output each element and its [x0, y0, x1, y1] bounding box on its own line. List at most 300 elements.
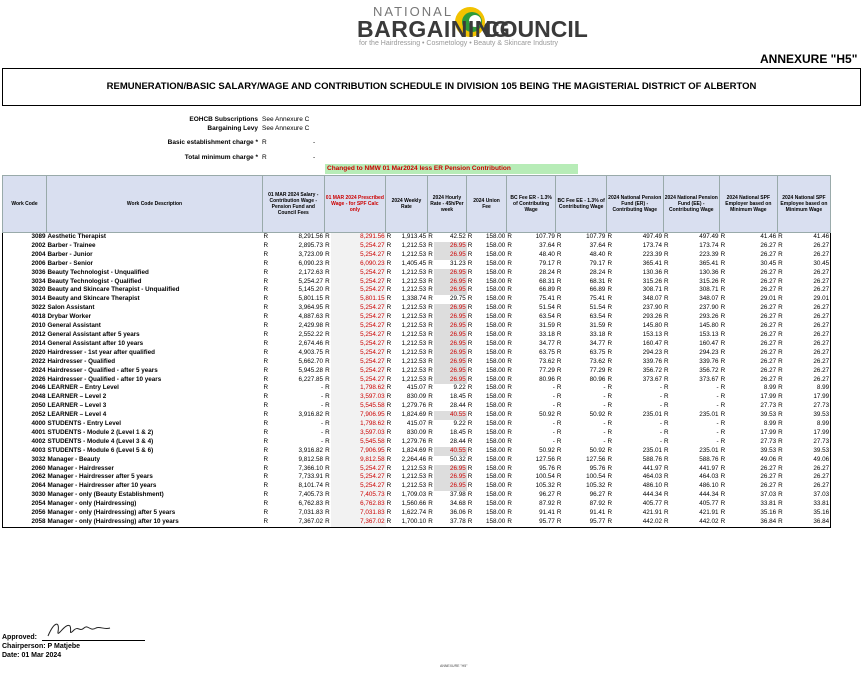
pension-er-cell: -	[659, 437, 662, 445]
currency-symbol: R	[386, 295, 392, 303]
work-code: 2006	[31, 259, 46, 267]
weekly-rate-cell: 1,700.10	[401, 518, 427, 525]
currency-symbol: R	[325, 259, 330, 267]
work-description: LEARNER – Level 2	[47, 393, 107, 401]
work-description: Beauty Technologist - Unqualified	[47, 268, 149, 276]
currency-symbol: R	[386, 437, 392, 445]
spf-employee-cell: 33.81	[813, 500, 830, 508]
hourly-rate-cell: 26.95	[434, 278, 467, 287]
currency-symbol: R	[467, 473, 473, 481]
table-row	[3, 447, 831, 456]
currency-symbol: R	[720, 428, 726, 436]
pension-ee-cell: -	[716, 428, 719, 436]
bc-fee-ee-cell: 127.56	[586, 455, 606, 463]
bc-fee-ee-cell: 68.31	[589, 277, 606, 285]
currency-symbol: R	[263, 259, 269, 267]
pension-er-cell: 486.10	[642, 482, 662, 490]
chairperson-label: Chairperson: P Matjebe	[2, 643, 81, 650]
salary-cell: 6,762.83	[298, 500, 324, 508]
currency-symbol: R	[778, 322, 783, 330]
currency-symbol: R	[556, 366, 562, 374]
currency-symbol: R	[664, 277, 669, 285]
prescribed-wage-cell: 1,798.62	[331, 420, 386, 429]
bc-fee-ee-cell: 66.89	[589, 286, 606, 294]
pension-ee-cell: 237.90	[699, 304, 719, 312]
currency-symbol: R	[507, 411, 512, 419]
work-code: 4002	[31, 437, 46, 445]
work-code: 2056	[31, 509, 46, 517]
salary-cell: -	[320, 420, 324, 428]
currency-symbol: R	[428, 420, 433, 428]
col-header: BC Fee ER - 1.3% of Contributing Wage	[506, 176, 556, 233]
pension-er-cell: 497.49	[642, 233, 662, 240]
currency-symbol: R	[428, 482, 433, 490]
spf-employee-cell: 26.27	[813, 241, 830, 249]
work-description: Hairdresser - Qualified	[47, 357, 116, 365]
currency-symbol: R	[467, 348, 473, 356]
pension-ee-cell: 293.26	[699, 313, 719, 321]
currency-symbol: R	[720, 286, 726, 294]
currency-symbol: R	[386, 286, 392, 294]
bc-fee-er-cell: 37.64	[539, 241, 555, 249]
table-row	[3, 242, 831, 251]
bc-fee-er-cell: 87.92	[539, 500, 555, 508]
spf-employer-cell: 37.03	[760, 491, 777, 499]
currency-symbol: R	[263, 420, 269, 428]
work-code: 3032	[31, 455, 46, 463]
weekly-rate-cell: 1,212.53	[401, 250, 427, 258]
currency-symbol: R	[263, 384, 269, 392]
currency-symbol: R	[467, 509, 473, 517]
bc-fee-ee-cell: 33.18	[589, 330, 606, 338]
work-description: Hairdresser - Qualified - after 10 years	[47, 375, 162, 383]
prescribed-wage-cell: 5,254.27	[331, 482, 386, 491]
weekly-rate-cell: 1,212.53	[401, 375, 427, 383]
currency-symbol: R	[428, 437, 433, 445]
bc-fee-er-cell: 100.54	[535, 473, 555, 481]
currency-symbol: R	[720, 384, 726, 392]
spf-employee-cell: 26.27	[813, 286, 830, 294]
bc-fee-er-cell: 31.59	[539, 322, 555, 330]
currency-symbol: R	[263, 295, 269, 303]
currency-symbol: R	[607, 357, 612, 365]
bc-fee-er-cell: 127.56	[535, 455, 555, 463]
currency-symbol: R	[720, 455, 726, 463]
currency-symbol: R	[720, 509, 726, 517]
prescribed-wage-cell: 5,254.27	[331, 349, 386, 358]
currency-symbol: R	[386, 366, 392, 374]
currency-symbol: R	[778, 241, 783, 249]
currency-symbol: R	[325, 500, 330, 508]
pension-er-cell: 235.01	[642, 411, 662, 419]
union-fee-cell: 158.00	[486, 455, 506, 463]
bc-fee-ee-cell: 91.41	[589, 509, 606, 517]
spf-employer-cell: 49.06	[760, 455, 777, 463]
prescribed-wage-cell: 5,545.58	[331, 438, 386, 447]
currency-symbol: R	[507, 330, 512, 338]
currency-symbol: R	[607, 259, 612, 267]
pension-ee-cell: 497.49	[699, 233, 719, 240]
spf-employee-cell: 27.73	[813, 437, 830, 445]
currency-symbol: R	[428, 464, 433, 472]
currency-symbol: R	[507, 366, 512, 374]
salary-cell: 6,090.23	[298, 259, 324, 267]
union-fee-cell: 158.00	[486, 437, 506, 445]
currency-symbol: R	[778, 250, 783, 258]
currency-symbol: R	[720, 411, 726, 419]
currency-symbol: R	[556, 250, 562, 258]
weekly-rate-cell: 1,824.69	[401, 411, 427, 419]
currency-symbol: R	[386, 339, 392, 347]
hourly-rate-cell: 18.45	[449, 393, 466, 401]
currency-symbol: R	[607, 384, 612, 392]
info-value: See Annexure C	[262, 125, 310, 132]
work-code: 2022	[31, 357, 46, 365]
currency-symbol: R	[720, 322, 726, 330]
currency-symbol: R	[263, 322, 269, 330]
currency-symbol: R	[263, 277, 269, 285]
currency-symbol: R	[325, 339, 330, 347]
union-fee-cell: 158.00	[486, 277, 506, 285]
work-description: STUDENTS - Module 4 (Level 3 & 4)	[47, 437, 154, 445]
currency-symbol: R	[507, 277, 512, 285]
currency-symbol: R	[607, 491, 612, 499]
currency-symbol: R	[720, 402, 726, 410]
currency-symbol: R	[778, 304, 783, 312]
currency-symbol: R	[720, 339, 726, 347]
pension-ee-cell: 294.23	[699, 348, 719, 356]
currency-symbol: R	[263, 491, 269, 499]
currency-symbol: R	[556, 455, 562, 463]
currency-symbol: R	[263, 241, 269, 249]
bc-fee-ee-cell: -	[603, 437, 606, 445]
currency-symbol: R	[720, 473, 726, 481]
currency-symbol: R	[556, 393, 562, 401]
table-row	[3, 331, 831, 340]
pension-er-cell: 348.07	[642, 295, 662, 303]
prescribed-wage-cell: 8,291.56	[331, 233, 386, 242]
pension-er-cell: 223.39	[642, 250, 662, 258]
currency-symbol: R	[720, 241, 726, 249]
currency-symbol: R	[556, 295, 562, 303]
spf-employee-cell: 26.27	[813, 250, 830, 258]
currency-symbol: R	[607, 446, 612, 454]
pension-er-cell: 315.26	[642, 277, 662, 285]
prescribed-wage-cell: 9,812.58	[331, 456, 386, 465]
prescribed-wage-cell: 7,367.02	[331, 518, 386, 527]
bc-fee-er-cell: -	[552, 393, 555, 401]
currency-symbol: R	[467, 357, 473, 365]
spf-employer-cell: 39.53	[760, 411, 777, 419]
salary-cell: 2,429.98	[298, 322, 324, 330]
currency-symbol: R	[325, 464, 330, 472]
pension-er-cell: -	[659, 428, 662, 436]
currency-symbol: R	[263, 357, 269, 365]
table-row	[3, 367, 831, 376]
approved-label: Approved:	[2, 634, 37, 641]
spf-employee-cell: 36.84	[813, 518, 830, 525]
bc-fee-ee-cell: 34.77	[589, 339, 606, 347]
union-fee-cell: 158.00	[486, 473, 506, 481]
currency-symbol: R	[778, 428, 783, 436]
currency-symbol: R	[428, 233, 433, 240]
currency-symbol: R	[556, 411, 562, 419]
table-row	[3, 509, 831, 518]
work-description: Manager - only (Beauty Establishment)	[47, 491, 164, 499]
currency-symbol: R	[386, 322, 392, 330]
currency-symbol: R	[386, 428, 392, 436]
currency-symbol: R	[507, 375, 512, 383]
currency-symbol: R	[428, 393, 433, 401]
spf-employee-cell: 26.27	[813, 348, 830, 356]
work-code: 4003	[31, 446, 46, 454]
work-code: 2026	[31, 375, 46, 383]
currency-symbol: R	[720, 518, 726, 525]
bc-fee-ee-cell: 79.17	[589, 259, 606, 267]
currency-symbol: R	[325, 330, 330, 338]
pension-ee-cell: 588.76	[699, 455, 719, 463]
currency-symbol: R	[664, 446, 669, 454]
currency-symbol: R	[664, 304, 669, 312]
currency-symbol: R	[607, 366, 612, 374]
bc-fee-er-cell: 50.92	[539, 446, 555, 454]
hourly-rate-cell: 26.95	[434, 482, 467, 491]
currency-symbol: R	[607, 313, 612, 321]
currency-symbol: R	[386, 277, 392, 285]
salary-cell: 3,916.82	[298, 411, 324, 419]
currency-symbol: R	[263, 464, 269, 472]
table-row	[3, 402, 831, 411]
currency-symbol: R	[507, 455, 512, 463]
col-header: 2024 Hourly Rate - 45h/Per week	[427, 176, 467, 233]
work-code: 3022	[31, 304, 46, 312]
currency-symbol: R	[556, 268, 562, 276]
spf-employer-cell: 39.53	[760, 446, 777, 454]
bc-fee-er-cell: 68.31	[539, 277, 555, 285]
pension-er-cell: 441.97	[642, 464, 662, 472]
work-description: Manager - only (Hairdressing) after 10 years	[47, 518, 179, 525]
pension-ee-cell: 145.80	[699, 322, 719, 330]
pension-ee-cell: -	[716, 402, 719, 410]
currency-symbol: R	[664, 518, 669, 525]
currency-symbol: R	[507, 233, 512, 240]
currency-symbol: R	[556, 437, 562, 445]
salary-cell: 3,964.95	[298, 304, 324, 312]
spf-employer-cell: 26.27	[760, 304, 777, 312]
info-label: EOHCB Subscriptions	[189, 116, 258, 123]
currency-symbol: R	[720, 482, 726, 490]
salary-cell: 2,172.63	[298, 268, 324, 276]
currency-symbol: R	[664, 393, 669, 401]
hourly-rate-cell: 37.98	[449, 491, 466, 499]
bc-fee-ee-cell: 50.92	[589, 446, 606, 454]
work-description: Beauty and Skincare Therapist	[47, 295, 140, 303]
bc-fee-er-cell: 91.41	[539, 509, 555, 517]
prescribed-wage-cell: 5,254.27	[331, 269, 386, 278]
pension-er-cell: -	[659, 384, 662, 392]
info-row-levy	[0, 125, 330, 135]
currency-symbol: R	[467, 322, 473, 330]
pension-er-cell: 293.26	[642, 313, 662, 321]
currency-symbol: R	[778, 491, 783, 499]
currency-symbol: R	[507, 437, 512, 445]
currency-symbol: R	[467, 277, 473, 285]
currency-symbol: R	[507, 473, 512, 481]
currency-symbol: R	[664, 295, 669, 303]
currency-symbol: R	[467, 259, 473, 267]
currency-symbol: R	[507, 250, 512, 258]
currency-symbol: R	[325, 375, 330, 383]
currency-symbol: R	[720, 304, 726, 312]
currency-symbol: R	[607, 330, 612, 338]
weekly-rate-cell: 1,212.53	[401, 357, 427, 365]
work-code: 3014	[31, 295, 46, 303]
pension-er-cell: 442.02	[642, 518, 662, 525]
pension-ee-cell: 153.13	[699, 330, 719, 338]
spf-employer-cell: 26.27	[760, 250, 777, 258]
bc-fee-ee-cell: 100.54	[586, 473, 606, 481]
currency-symbol: R	[507, 339, 512, 347]
union-fee-cell: 158.00	[486, 375, 506, 383]
hourly-rate-cell: 26.95	[434, 286, 467, 295]
currency-symbol: R	[664, 375, 669, 383]
currency-symbol: R	[428, 357, 433, 365]
info-currency: R	[262, 139, 267, 146]
work-code: 2024	[31, 366, 46, 374]
spf-employer-cell: 41.46	[760, 233, 777, 240]
currency-symbol: R	[467, 482, 473, 490]
currency-symbol: R	[778, 393, 783, 401]
hourly-rate-cell: 37.78	[449, 518, 466, 525]
hourly-rate-cell: 26.95	[434, 331, 467, 340]
spf-employee-cell: 26.27	[813, 375, 830, 383]
spf-employee-cell: 26.27	[813, 464, 830, 472]
currency-symbol: R	[607, 277, 612, 285]
currency-symbol: R	[263, 233, 269, 240]
bc-fee-ee-cell: 80.96	[589, 375, 606, 383]
currency-symbol: R	[263, 348, 269, 356]
salary-cell: 8,291.56	[298, 233, 324, 240]
col-header: 2024 National Pension Fund (EE) - Contributing Wage	[663, 176, 720, 233]
work-code: 3089	[31, 233, 46, 240]
currency-symbol: R	[428, 518, 433, 525]
spf-employee-cell: 26.27	[813, 330, 830, 338]
bc-fee-ee-cell: 37.64	[589, 241, 606, 249]
spf-employer-cell: 17.99	[760, 393, 777, 401]
currency-symbol: R	[607, 250, 612, 258]
currency-symbol: R	[467, 366, 473, 374]
currency-symbol: R	[720, 268, 726, 276]
currency-symbol: R	[556, 384, 562, 392]
currency-symbol: R	[263, 482, 269, 490]
work-description: Barber - Junior	[47, 250, 93, 258]
bc-fee-er-cell: 105.32	[535, 482, 555, 490]
prescribed-wage-cell: 5,254.27	[331, 340, 386, 349]
currency-symbol: R	[467, 295, 473, 303]
currency-symbol: R	[607, 473, 612, 481]
currency-symbol: R	[428, 384, 433, 392]
union-fee-cell: 158.00	[486, 286, 506, 294]
hourly-rate-cell: 26.95	[434, 313, 467, 322]
work-description: Drybar Worker	[47, 313, 92, 321]
hourly-rate-cell: 26.95	[434, 465, 467, 474]
salary-cell: 7,733.91	[298, 473, 324, 481]
currency-symbol: R	[507, 482, 512, 490]
currency-symbol: R	[325, 411, 330, 419]
spf-employer-cell: 26.27	[760, 241, 777, 249]
work-code: 4000	[31, 420, 46, 428]
hourly-rate-cell: 26.95	[434, 367, 467, 376]
bc-fee-ee-cell: 28.24	[589, 268, 606, 276]
currency-symbol: R	[556, 233, 562, 240]
currency-symbol: R	[325, 446, 330, 454]
currency-symbol: R	[607, 500, 612, 508]
currency-symbol: R	[778, 313, 783, 321]
currency-symbol: R	[778, 509, 783, 517]
currency-symbol: R	[720, 250, 726, 258]
currency-symbol: R	[556, 304, 562, 312]
currency-symbol: R	[467, 393, 473, 401]
currency-symbol: R	[778, 402, 783, 410]
col-header: 2024 Union Fee	[467, 176, 507, 233]
hourly-rate-cell: 29.75	[449, 295, 466, 303]
prescribed-wage-cell: 5,254.27	[331, 376, 386, 385]
work-description: Aesthetic Therapist	[47, 233, 106, 240]
pension-ee-cell: 444.34	[699, 491, 719, 499]
currency-symbol: R	[607, 420, 612, 428]
pension-ee-cell: -	[716, 393, 719, 401]
currency-symbol: R	[720, 420, 726, 428]
currency-symbol: R	[664, 500, 669, 508]
bc-fee-ee-cell: 87.92	[589, 500, 606, 508]
hourly-rate-cell: 26.95	[434, 340, 467, 349]
work-code: 2052	[31, 411, 46, 419]
currency-symbol: R	[607, 518, 612, 525]
currency-symbol: R	[467, 518, 473, 525]
spf-employee-cell: 26.27	[813, 473, 830, 481]
currency-symbol: R	[428, 428, 433, 436]
weekly-rate-cell: 1,212.53	[401, 241, 427, 249]
work-code: 3034	[31, 277, 46, 285]
salary-cell: 3,723.09	[298, 250, 324, 258]
hourly-rate-cell: 42.52	[449, 233, 466, 240]
spf-employer-cell: 26.27	[760, 473, 777, 481]
spf-employee-cell: 35.16	[813, 509, 830, 517]
work-description: General Assistant	[47, 322, 101, 330]
currency-symbol: R	[720, 464, 726, 472]
bc-fee-ee-cell: 50.92	[589, 411, 606, 419]
spf-employer-cell: 8.99	[763, 384, 777, 392]
currency-symbol: R	[507, 446, 512, 454]
bc-fee-ee-cell: -	[603, 393, 606, 401]
salary-cell: 7,366.10	[298, 464, 324, 472]
union-fee-cell: 158.00	[486, 304, 506, 312]
prescribed-wage-cell: 5,254.27	[331, 242, 386, 251]
signature-block	[2, 633, 80, 660]
currency-symbol: R	[664, 473, 669, 481]
currency-symbol: R	[386, 473, 392, 481]
currency-symbol: R	[507, 241, 512, 249]
work-description: Hairdresser - Qualified - after 5 years	[47, 366, 158, 374]
currency-symbol: R	[556, 348, 562, 356]
spf-employer-cell: 17.99	[760, 428, 777, 436]
currency-symbol: R	[507, 313, 512, 321]
spf-employer-cell: 26.27	[760, 366, 777, 374]
spf-employer-cell: 26.27	[760, 348, 777, 356]
pension-ee-cell: 339.76	[699, 357, 719, 365]
currency-symbol: R	[607, 482, 612, 490]
currency-symbol: R	[664, 384, 669, 392]
